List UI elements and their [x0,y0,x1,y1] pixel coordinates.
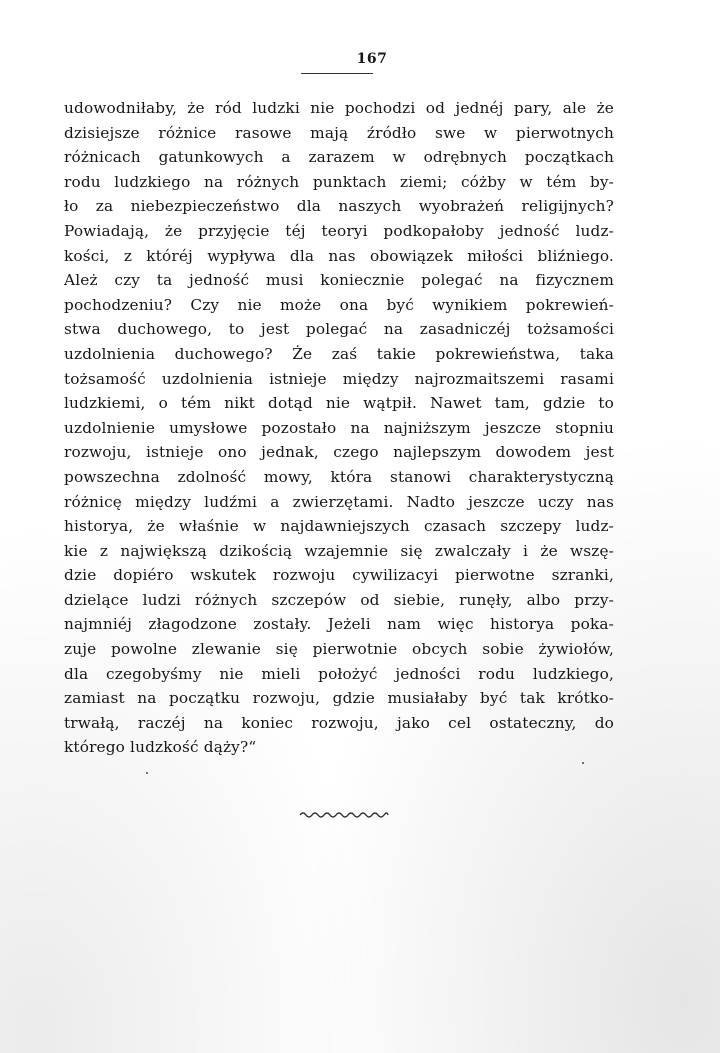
text-line: dzie dopiéro wskutek rozwoju cywilizacyi pierwotne szranki, [64,566,614,585]
header-rule [301,73,373,74]
text-line: którego ludzkość dąży?“ [64,738,257,757]
text-line: uzdolnienie umysłowe pozostało na najniższym jeszcze stopniu [64,418,614,437]
text-line: tożsamość uzdolnienia istnieje między najrozmaitszemi rasami [64,369,614,388]
text-line: udowodniłaby, że ród ludzki nie pochodzi od jednéj pary, ale że [64,99,614,117]
body-text [64,96,614,760]
text-line: dzielące ludzi różnych szczepów od siebie, runęły, albo przy- [64,590,614,609]
text-line: dla czegobyśmy nie mieli położyć jedności rodu ludzkiego, [64,664,614,683]
text-line: uzdolnienia duchowego? Że zaś takie pokrewieństwa, taka [64,344,614,363]
text-line: pochodzeniu? Czy nie może ona być wynikiem pokrewień- [64,295,614,314]
print-speck [146,772,148,774]
text-line: rodu ludzkiego na różnych punktach ziemi; cóżby w tém by- [64,172,614,191]
text-line: zuje powolne zlewanie się pierwotnie obcych sobie żywiołów, [64,640,614,659]
print-speck [582,762,584,764]
text-line: trwałą, raczéj na koniec rozwoju, jako cel ostateczny, do [64,713,614,732]
text-line: kie z największą dzikością wzajemnie się zwalczały i że wszę- [64,541,614,560]
text-line: ło za niebezpieczeństwo dla naszych wyobrażeń religijnych? [64,197,614,216]
text-line: dzisiejsze różnice rasowe mają źródło swe w pierwotnych [64,123,614,142]
text-line: zamiast na początku rozwoju, gdzie musiałaby być tak krótko- [64,689,614,708]
text-line: stwa duchowego, to jest polegać na zasadniczéj tożsamości [64,320,614,339]
text-line: rozwoju, istnieje ono jednak, czego najlepszym dowodem jest [64,443,614,462]
text-line: kości, z któréj wypływa dla nas obowiązek miłości bliźniego. [64,246,614,265]
wavy-divider-ornament [298,808,390,822]
text-line: historya, że właśnie w najdawniejszych czasach szczepy ludz- [64,517,614,536]
text-line: powszechna zdolność mowy, która stanowi charakterystyczną [64,467,614,486]
text-line: ludzkiemi, o tém nikt dotąd nie wątpił. Nawet tam, gdzie to [64,394,614,413]
text-line: najmniéj złagodzone zostały. Jeżeli nam więc historya poka- [64,615,614,634]
page-number: 167 [356,51,388,67]
text-line: Ależ czy ta jedność musi koniecznie polegać na fizycznem [64,271,614,290]
text-line: Powiadają, że przyjęcie téj teoryi podkopałoby jedność ludz- [64,221,614,240]
text-line: różnicę między ludźmi a zwierzętami. Nadto jeszcze uczy nas [64,492,614,511]
text-line: różnicach gatunkowych a zarazem w odrębnych początkach [64,148,614,167]
